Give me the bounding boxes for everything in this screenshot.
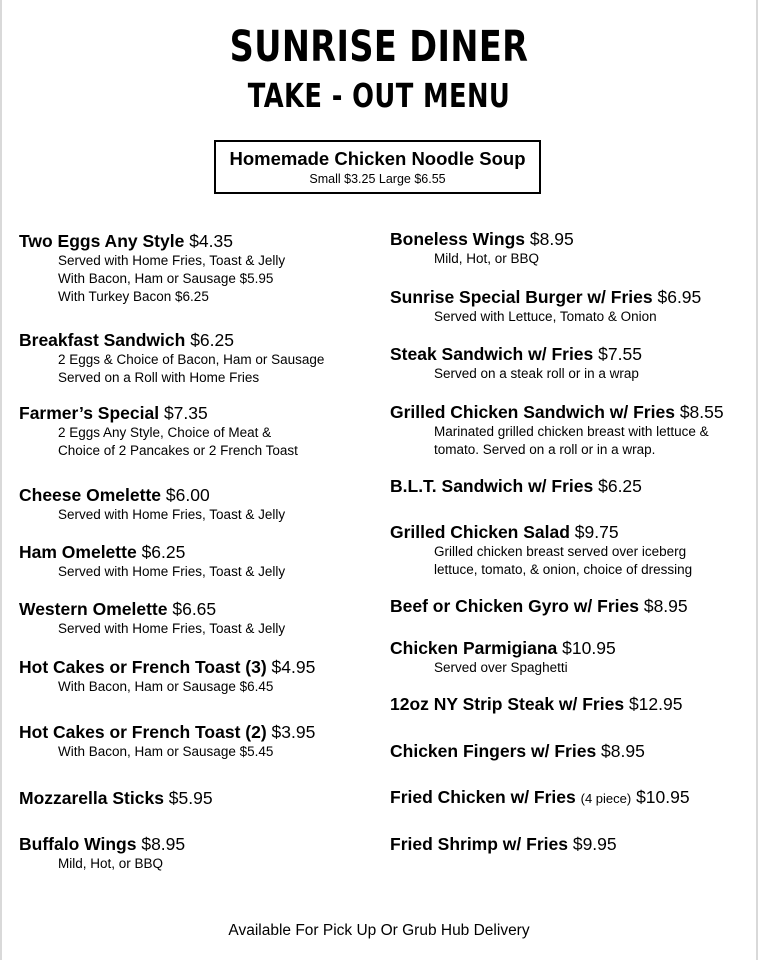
menu-subtitle: TAKE - OUT MENU [247, 76, 511, 115]
menu-item-price: $6.95 [657, 287, 702, 307]
menu-item-description: Served on a steak roll or in a wrap [434, 366, 639, 381]
menu-item-price: $6.25 [190, 330, 234, 350]
menu-item-price: $7.35 [163, 403, 208, 423]
menu-item-heading [19, 834, 185, 855]
menu-item-description: With Bacon, Ham or Sausage $5.95 [58, 271, 274, 286]
menu-item [19, 788, 213, 809]
menu-item-heading [390, 522, 692, 543]
menu-item-heading [390, 694, 682, 715]
menu-item [390, 476, 642, 497]
menu-item [19, 722, 315, 761]
menu-item-price: $6.25 [141, 542, 186, 562]
menu-item-name: 12oz NY Strip Steak w/ Fries [390, 694, 625, 714]
soup-special-box [214, 140, 541, 194]
menu-item-heading [390, 402, 724, 423]
menu-item-description: tomato. Served on a roll or in a wrap. [434, 442, 656, 457]
menu-item [390, 402, 724, 459]
menu-item [390, 287, 701, 326]
menu-item-heading [19, 599, 285, 620]
menu-item-price: $4.95 [271, 657, 316, 677]
page-border-left [0, 0, 2, 960]
menu-item-name: Fried Chicken w/ Fries [390, 787, 576, 807]
menu-item-heading [19, 403, 298, 424]
menu-item [19, 403, 298, 460]
menu-item-description: 2 Eggs Any Style, Choice of Meat & [58, 425, 272, 440]
menu-item [19, 834, 185, 873]
menu-item-description: 2 Eggs & Choice of Bacon, Ham or Sausage [58, 352, 325, 367]
menu-item [19, 231, 285, 306]
menu-item-price: $9.75 [574, 522, 619, 542]
menu-item [19, 599, 285, 638]
menu-item-name: Breakfast Sandwich [19, 330, 186, 350]
menu-item-heading [390, 834, 617, 855]
menu-item-description: With Bacon, Ham or Sausage $6.45 [58, 679, 274, 694]
menu-item-price: $5.95 [168, 788, 213, 808]
menu-item-price: $12.95 [628, 694, 683, 714]
menu-item [390, 787, 690, 809]
menu-item-name: Grilled Chicken Salad [390, 522, 570, 542]
menu-item-name: Western Omelette [19, 599, 168, 619]
menu-item-description: Choice of 2 Pancakes or 2 French Toast [58, 443, 298, 458]
menu-item-heading [390, 638, 616, 659]
menu-item-description: Served with Home Fries, Toast & Jelly [58, 621, 286, 636]
menu-item-price: $8.95 [643, 596, 688, 616]
menu-item-name: Chicken Fingers w/ Fries [390, 741, 597, 761]
menu-item-description: Mild, Hot, or BBQ [58, 856, 164, 871]
menu-item [390, 741, 645, 762]
menu-item-name: Beef or Chicken Gyro w/ Fries [390, 596, 639, 616]
menu-item-price: $4.35 [189, 231, 233, 251]
menu-item-description: Served with Lettuce, Tomato & Onion [434, 309, 657, 324]
menu-item-name: Grilled Chicken Sandwich w/ Fries [390, 402, 675, 422]
menu-item [390, 344, 642, 383]
menu-item-heading [19, 722, 315, 743]
menu-item-heading [390, 344, 642, 365]
menu-item [19, 330, 324, 387]
menu-item-description: Served over Spaghetti [434, 660, 568, 675]
menu-item-heading [390, 229, 574, 250]
menu-item-name: Ham Omelette [19, 542, 137, 562]
menu-item-description: Marinated grilled chicken breast with lettuce & [434, 424, 709, 439]
menu-item-description: lettuce, tomato, & onion, choice of dressing [434, 562, 693, 577]
menu-item-description: Served with Home Fries, Toast & Jelly [58, 564, 286, 579]
menu-item-name: Mozzarella Sticks [19, 788, 164, 808]
soup-prices: Small $3.25 Large $6.55 [309, 172, 446, 186]
menu-item-heading [390, 287, 701, 308]
menu-item-name: Steak Sandwich w/ Fries [390, 344, 594, 364]
menu-item-price: $7.55 [598, 344, 642, 364]
menu-item-description: Grilled chicken breast served over iceberg [434, 544, 687, 559]
menu-item-name: Buffalo Wings [19, 834, 137, 854]
menu-item [19, 485, 285, 524]
menu-item-name: Farmer’s Special [19, 403, 160, 423]
menu-item-name: B.L.T. Sandwich w/ Fries [390, 476, 594, 496]
menu-title: SUNRISE DINER [229, 22, 529, 72]
menu-item-price: $8.95 [529, 229, 574, 249]
menu-item-name: Fried Shrimp w/ Fries [390, 834, 568, 854]
menu-item-description: With Bacon, Ham or Sausage $5.45 [58, 744, 274, 759]
menu-item-name: Cheese Omelette [19, 485, 162, 505]
menu-item-heading [19, 485, 285, 506]
menu-item-name: Hot Cakes or French Toast (2) [19, 722, 267, 742]
footer-note: Available For Pick Up Or Grub Hub Delivery [228, 922, 530, 939]
menu-item-name: Boneless Wings [390, 229, 526, 249]
menu-item-price: $6.25 [598, 476, 642, 496]
menu-item-name: Sunrise Special Burger w/ Fries [390, 287, 653, 307]
menu-item [390, 229, 574, 268]
menu-item-price: $8.55 [679, 402, 724, 422]
menu-item [19, 657, 315, 696]
menu-item-description: Served on a Roll with Home Fries [58, 370, 260, 385]
menu-item-heading [390, 596, 688, 617]
menu-item-price: $6.00 [165, 485, 210, 505]
menu-item-heading [390, 476, 642, 497]
menu-item [390, 638, 616, 677]
menu-item-price: $8.95 [141, 834, 186, 854]
menu-item-name: Chicken Parmigiana [390, 638, 558, 658]
menu-item-note: (4 piece) [580, 791, 632, 806]
menu-item-heading [390, 741, 645, 762]
menu-item [390, 522, 692, 579]
menu-item-price: $9.95 [572, 834, 617, 854]
menu-item-heading [19, 542, 285, 563]
menu-item-heading [19, 231, 285, 252]
menu-item-heading [390, 787, 690, 809]
menu-item-name: Hot Cakes or French Toast (3) [19, 657, 267, 677]
menu-item-price: $10.95 [636, 787, 690, 807]
menu-item-description: Served with Home Fries, Toast & Jelly [58, 507, 286, 522]
menu-item-price: $6.65 [172, 599, 217, 619]
menu-item-price: $3.95 [271, 722, 316, 742]
menu-item [19, 542, 285, 581]
menu-item-price: $8.95 [601, 741, 645, 761]
menu-item-description: Mild, Hot, or BBQ [434, 251, 540, 266]
menu-item [390, 834, 617, 855]
menu-item-description: With Turkey Bacon $6.25 [58, 289, 209, 304]
menu-item-description: Served with Home Fries, Toast & Jelly [58, 253, 286, 268]
menu-item-heading [19, 657, 315, 678]
soup-title: Homemade Chicken Noodle Soup [229, 148, 526, 169]
menu-item-heading [19, 330, 324, 351]
menu-item [390, 596, 688, 617]
menu-item-price: $10.95 [562, 638, 616, 658]
menu-item [390, 694, 682, 715]
menu-item-name: Two Eggs Any Style [19, 231, 185, 251]
menu-item-heading [19, 788, 213, 809]
